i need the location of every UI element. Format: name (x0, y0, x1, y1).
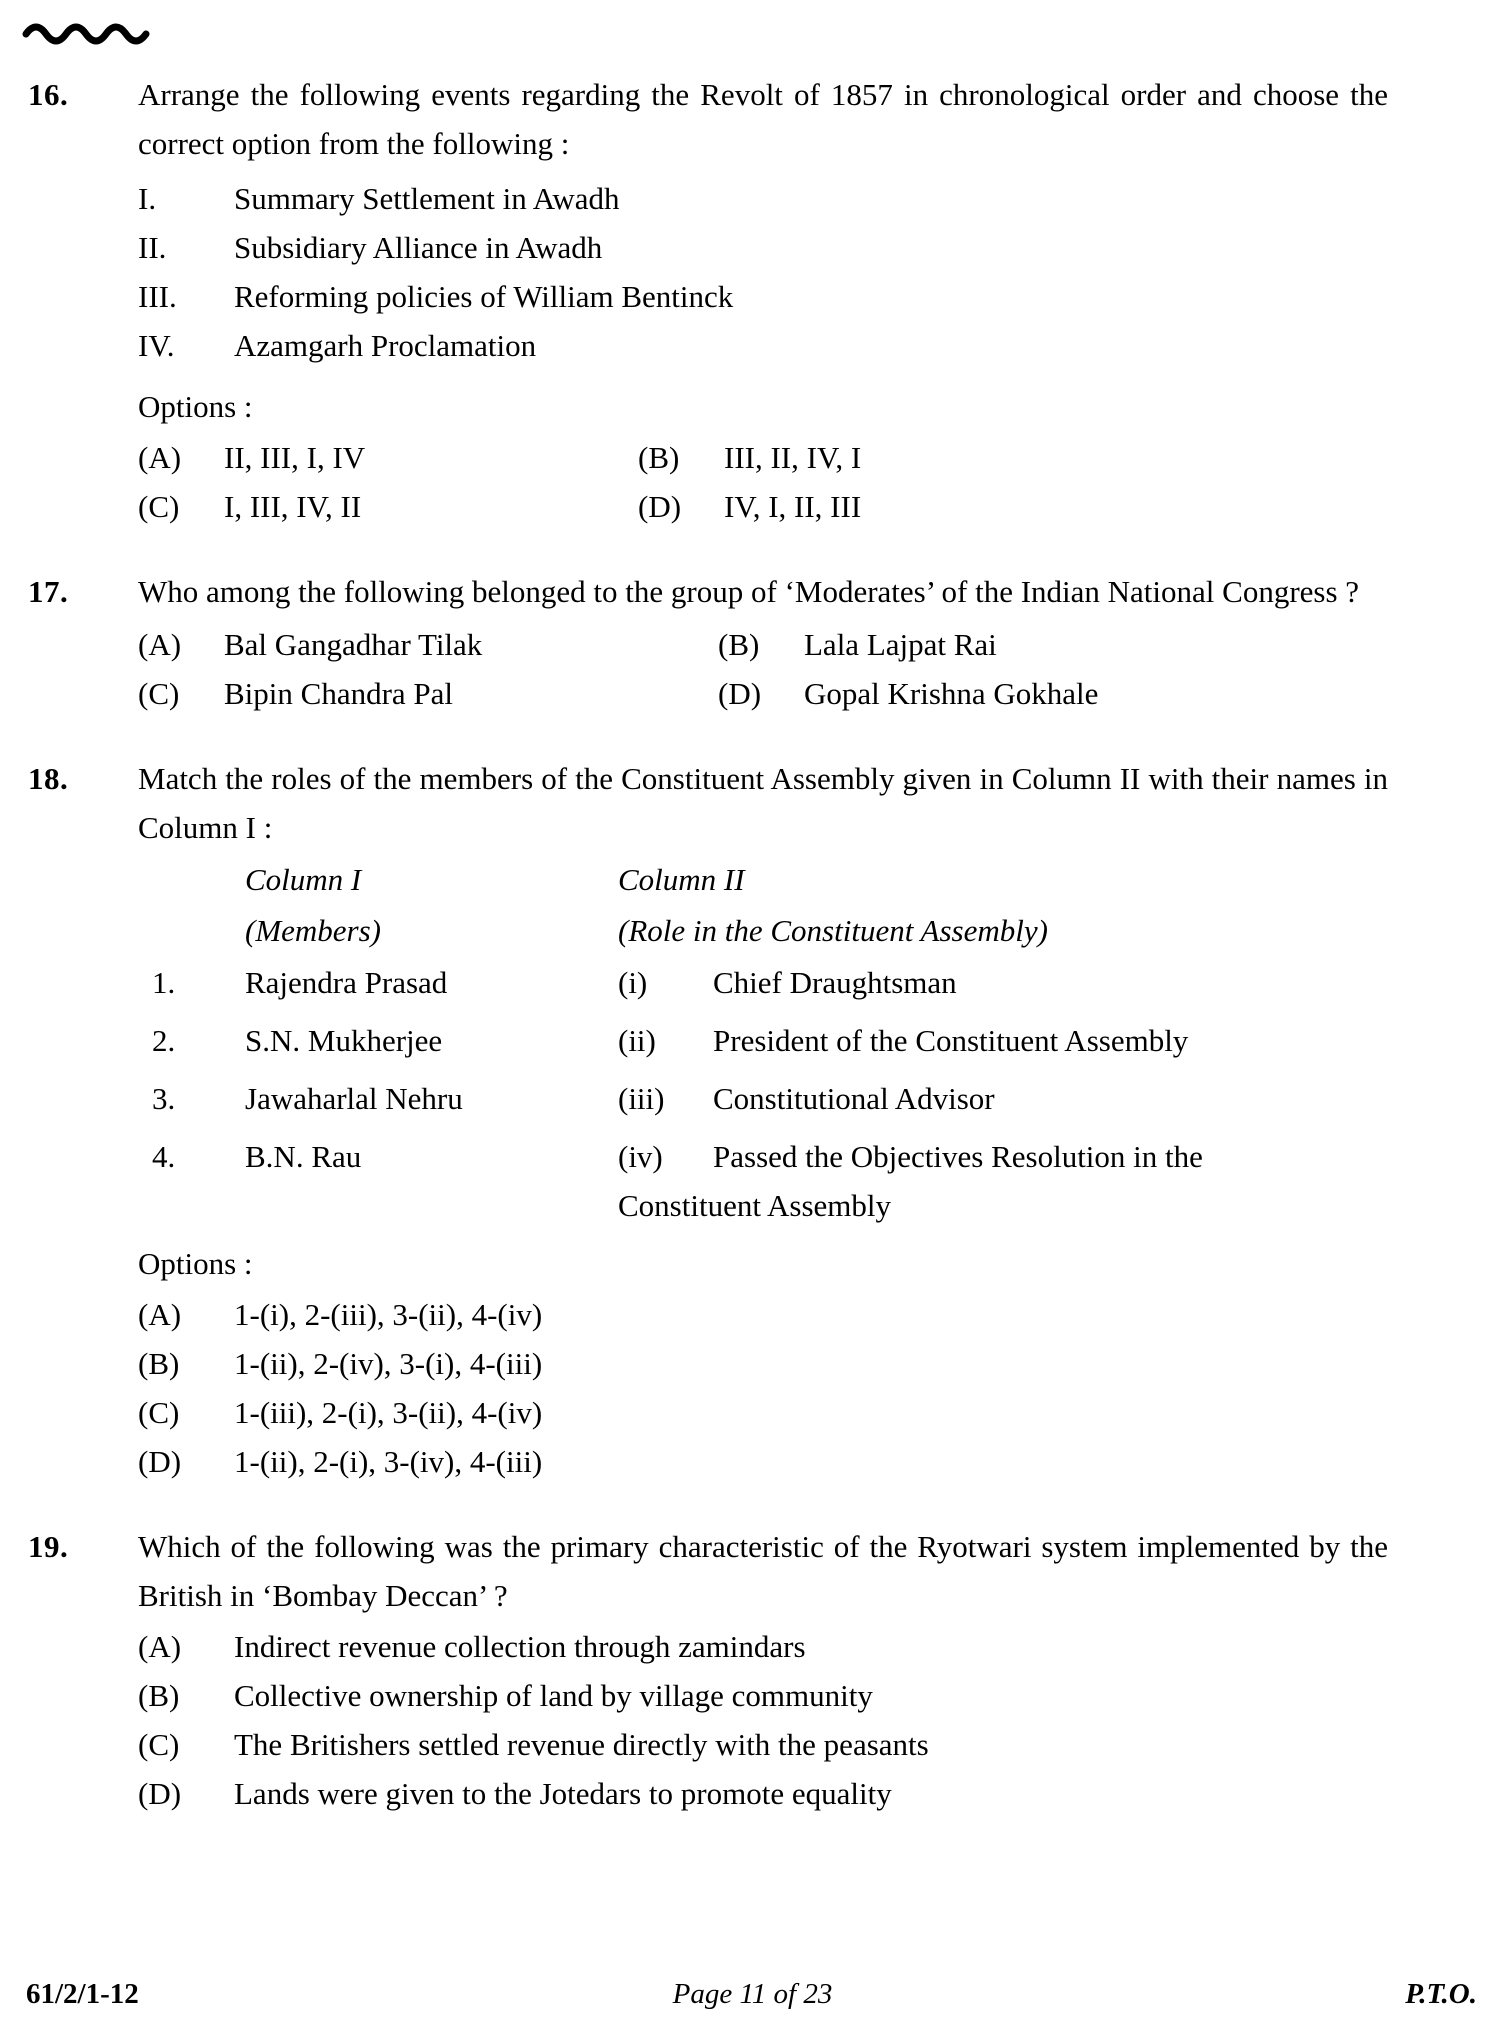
option-row (138, 620, 1388, 669)
role-text-line2: Constituent Assembly (618, 1188, 891, 1223)
question-stem: Match the roles of the members of the Constituent Assembly given in Column II with their names in Column I : (138, 761, 1388, 845)
column-ii-title: Column II (618, 862, 745, 897)
role-text: Constitutional Advisor (713, 1081, 995, 1116)
question-18 (0, 754, 1505, 1486)
roman-item (138, 174, 1388, 223)
match-row (138, 958, 1388, 1007)
option-tag: (B) (138, 1678, 180, 1713)
question-stem: Who among the following belonged to the group of ‘Moderates’ of the Indian National Congress ? (138, 574, 1360, 609)
match-table-header-row-2 (138, 907, 1388, 954)
option-text: II, III, I, IV (224, 440, 366, 475)
option-d[interactable] (638, 482, 861, 531)
option-c[interactable] (138, 482, 638, 531)
roman-item (138, 272, 1388, 321)
options-grid (138, 620, 1388, 718)
option-tag: (C) (138, 1395, 180, 1430)
option-text: Collective ownership of land by village community (234, 1678, 873, 1713)
option-text: IV, I, II, III (724, 489, 862, 524)
option-text: Lands were given to the Jotedars to promote equality (234, 1776, 892, 1811)
option-row (138, 482, 1388, 531)
option-text: 1-(iii), 2-(i), 3-(ii), 4-(iv) (234, 1395, 543, 1430)
page-footer (0, 1972, 1505, 2016)
roman-text: Azamgarh Proclamation (234, 328, 537, 363)
option-text: The Britishers settled revenue directly with the peasants (234, 1727, 929, 1762)
match-table (138, 958, 1388, 1230)
option-c[interactable] (138, 1720, 1388, 1769)
option-d[interactable] (718, 669, 1098, 718)
roman-label: II. (138, 230, 167, 265)
option-text: 1-(ii), 2-(i), 3-(iv), 4-(iii) (234, 1444, 543, 1479)
option-d[interactable] (138, 1769, 1388, 1818)
question-17 (0, 567, 1505, 718)
match-row (138, 1132, 1388, 1230)
option-tag: (D) (138, 1776, 182, 1811)
option-row (138, 433, 1388, 482)
option-text: 1-(ii), 2-(iv), 3-(i), 4-(iii) (234, 1346, 543, 1381)
roman-item (138, 223, 1388, 272)
option-row (138, 669, 1388, 718)
option-text: Indirect revenue collection through zamindars (234, 1629, 806, 1664)
question-stem: Which of the following was the primary characteristic of the Ryotwari system implemented by the British in ‘Bombay Deccan’ ? (138, 1529, 1388, 1613)
member-number: 4. (152, 1139, 176, 1174)
option-tag: (B) (638, 440, 680, 475)
question-stem: Arrange the following events regarding the Revolt of 1857 in chronological order and choose the correct option from the following : (138, 77, 1388, 161)
options-list (138, 1290, 1388, 1486)
member-number: 1. (152, 965, 176, 1000)
option-b[interactable] (138, 1671, 1388, 1720)
option-b[interactable] (138, 1339, 1388, 1388)
option-a[interactable] (138, 433, 638, 482)
roman-item (138, 321, 1388, 370)
option-tag: (A) (138, 627, 182, 662)
option-tag: (A) (138, 1297, 182, 1332)
option-text: 1-(i), 2-(iii), 3-(ii), 4-(iv) (234, 1297, 543, 1332)
question-16 (0, 70, 1505, 531)
member-name: S.N. Mukherjee (245, 1023, 443, 1058)
option-b[interactable] (718, 620, 997, 669)
options-list (138, 1622, 1388, 1818)
role-text: Chief Draughtsman (713, 965, 957, 1000)
roman-label: III. (138, 279, 177, 314)
option-tag: (D) (718, 676, 762, 711)
role-label: (ii) (618, 1023, 656, 1058)
option-tag: (C) (138, 676, 180, 711)
option-text: Bal Gangadhar Tilak (224, 627, 483, 662)
roman-text: Reforming policies of William Bentinck (234, 279, 734, 314)
option-a[interactable] (138, 1290, 1388, 1339)
question-number: 18. (28, 761, 69, 796)
question-number: 17. (28, 574, 69, 609)
options-label: Options : (138, 1246, 253, 1281)
question-number: 19. (28, 1529, 69, 1564)
role-label: (iii) (618, 1081, 665, 1116)
match-row (138, 1074, 1388, 1123)
roman-text: Summary Settlement in Awadh (234, 181, 620, 216)
roman-item-list (138, 174, 1388, 370)
match-table-header-row-1 (138, 856, 1388, 903)
question-19 (0, 1522, 1505, 1818)
match-row (138, 1016, 1388, 1065)
role-label: (iv) (618, 1139, 663, 1174)
option-text: Gopal Krishna Gokhale (804, 676, 1099, 711)
question-number: 16. (28, 77, 69, 112)
member-number: 2. (152, 1023, 176, 1058)
column-i-subtitle: (Members) (245, 913, 382, 948)
option-tag: (A) (138, 440, 182, 475)
option-tag: (D) (638, 489, 682, 524)
option-a[interactable] (138, 1622, 1388, 1671)
column-ii-subtitle: (Role in the Constituent Assembly) (618, 913, 1048, 948)
roman-label: IV. (138, 328, 175, 363)
option-tag: (B) (718, 627, 760, 662)
member-name: Rajendra Prasad (245, 965, 448, 1000)
role-label: (i) (618, 965, 648, 1000)
pto-label: P.T.O. (1405, 1978, 1477, 2010)
member-name: B.N. Rau (245, 1139, 362, 1174)
option-d[interactable] (138, 1437, 1388, 1486)
member-name: Jawaharlal Nehru (245, 1081, 463, 1116)
options-label: Options : (138, 389, 253, 424)
paper-code: 61/2/1-12 (26, 1978, 139, 2010)
option-tag: (C) (138, 489, 180, 524)
roman-label: I. (138, 181, 157, 216)
role-text-line1: Passed the Objectives Resolution in the (713, 1139, 1203, 1174)
column-i-title: Column I (245, 862, 362, 897)
member-number: 3. (152, 1081, 176, 1116)
role-text: President of the Constituent Assembly (713, 1023, 1189, 1058)
role-text (618, 1139, 1388, 1230)
question-list (0, 70, 1505, 1844)
option-a[interactable] (138, 620, 718, 669)
option-text: Bipin Chandra Pal (224, 676, 454, 711)
option-tag: (C) (138, 1727, 180, 1762)
option-tag: (A) (138, 1629, 182, 1664)
page-number: Page 11 of 23 (672, 1978, 833, 2010)
option-text: III, II, IV, I (724, 440, 862, 475)
option-text: Lala Lajpat Rai (804, 627, 997, 662)
options-grid (138, 433, 1388, 531)
option-c[interactable] (138, 1388, 1388, 1437)
option-text: I, III, IV, II (224, 489, 362, 524)
option-b[interactable] (638, 433, 861, 482)
option-c[interactable] (138, 669, 718, 718)
option-tag: (D) (138, 1444, 182, 1479)
roman-text: Subsidiary Alliance in Awadh (234, 230, 603, 265)
option-tag: (B) (138, 1346, 180, 1381)
wavy-line-icon (22, 14, 152, 58)
